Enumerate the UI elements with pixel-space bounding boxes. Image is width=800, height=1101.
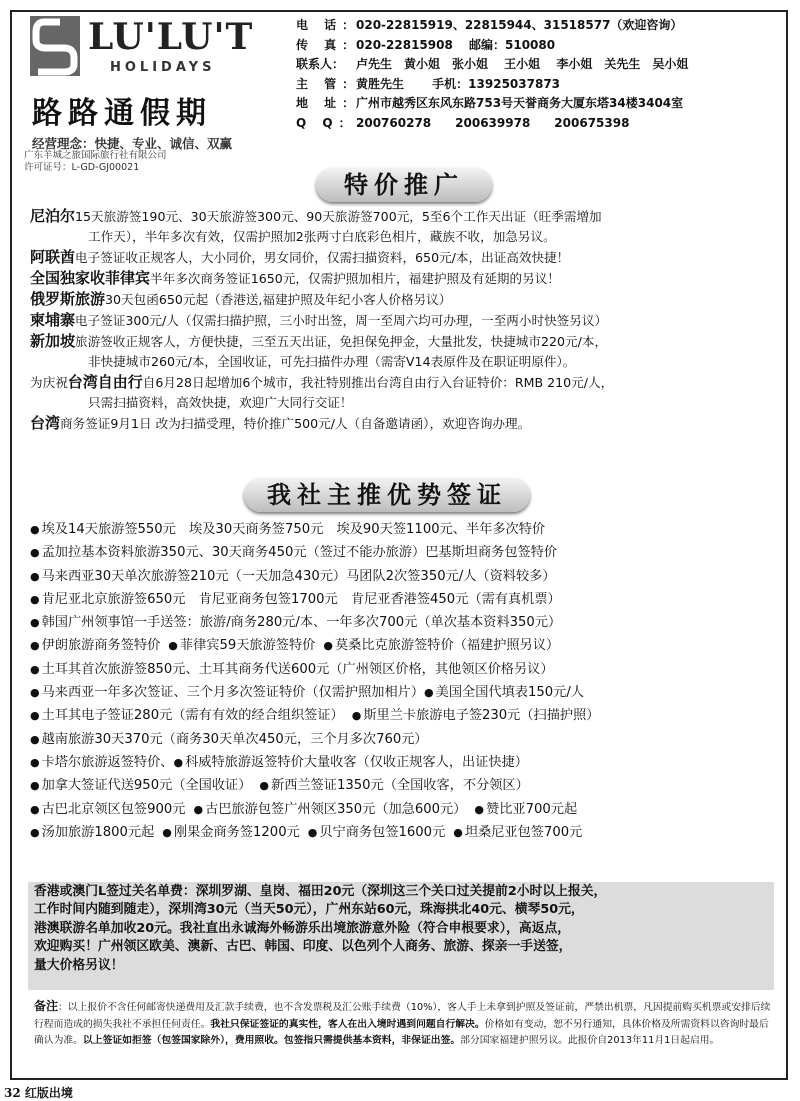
promo-item-cont: 工作天），半年多次有效，仅需护照加2张两寸白底彩色相片，藏族不收，加急另议。 bbox=[88, 229, 556, 244]
contact-row: 联系人： 卢先生 黄小姐 张小姐 王小姐 李小姐 关先生 吴小姐 bbox=[296, 57, 689, 71]
visa-list bbox=[30, 518, 790, 844]
remarks-label: 备注 bbox=[34, 999, 59, 1013]
company-name: 广东羊城之旅国际旅行社有限公司 bbox=[24, 150, 167, 161]
promo-item: 阿联酋电子签证收正规客人，大小同价，男女同价，仅需扫描资料，650元/本，出证高效快捷！ bbox=[30, 248, 570, 266]
contact-row: 传 真：020-22815908 邮编：510080 bbox=[296, 37, 556, 52]
visa-line: ● 古巴北京领区包签900元 ● 古巴旅游包签广州领区350元（加急600元） ● 赞比亚700元起 bbox=[30, 801, 578, 817]
promo-item: 台湾商务签证9月1日 改为扫描受理，特价推广500元/人（自备邀请函），欢迎咨询办理。 bbox=[30, 414, 531, 432]
promo-item: 全国独家收菲律宾半年多次商务签证1650元，仅需护照加相片，福建护照及有延期的另议！ bbox=[30, 269, 560, 287]
graybox-line: 港澳联游名单加收20元。我社直出永诚海外畅游乐出境旅游意外险（符合申根要求），高返点， bbox=[34, 920, 571, 936]
logo-subtitle: HOLIDAYS bbox=[110, 60, 216, 75]
promo-item: 为庆祝台湾自由行自6月28日起增加6个城市，我社特别推出台湾自由行入台证特价：RMB 210元/人， bbox=[30, 373, 614, 391]
featured-visa-banner: 我社主推优势签证 bbox=[244, 478, 530, 512]
license-number: 许可证号：L-GD-GJ00021 bbox=[24, 162, 140, 173]
visa-line: ● 土耳其首次旅游签850元、土耳其商务代送600元（广州领区价格，其他领区价格另议） bbox=[30, 661, 554, 677]
graybox-line: 工作时间内随到随走），深圳湾30元（当天50元），广州东站60元，珠海拱北40元、横琴50元， bbox=[34, 902, 584, 918]
promo-item: 柬埔寨电子签证300元/人（仅需扫描护照，三小时出签，周一至周六均可办理，一至两小时快签另议） bbox=[30, 311, 608, 329]
promo-item-cont: 只需扫描资料，高效快捷，欢迎广大同行交证！ bbox=[88, 395, 353, 410]
visa-line: ● 肯尼亚北京旅游签650元 肯尼亚商务包签1700元 肯尼亚香港签450元（需有真机票） bbox=[30, 591, 561, 607]
contact-row: 电 话：020-22815919、22815944、31518577（欢迎咨询） bbox=[296, 18, 683, 32]
graybox-line: 香港或澳门L签过关名单费：深圳罗湖、皇岗、福田20元（深圳这三个关口过关提前2小时以上报关， bbox=[34, 884, 607, 899]
contact-row: Q Q：200760278 200639978 200675398 bbox=[296, 115, 630, 130]
company-logo bbox=[24, 14, 274, 164]
special-offer-banner: 特价推广 bbox=[316, 168, 492, 202]
graybox-line: 量大价格另议！ bbox=[34, 957, 124, 973]
visa-line: ● 韩国广州领事馆一手送签：旅游/商务280元/本、一年多次700元（单次基本资料350元） bbox=[30, 615, 562, 631]
promo-item: 尼泊尔15天旅游签190元、30天旅游签300元、90天旅游签700元，5至6个工作天出证（旺季需增加 bbox=[30, 207, 602, 225]
promo-item-cont: 非快捷城市260元/本，全国收证，可先扫描件办理（需寄V14表原件及在职证明原件）。 bbox=[88, 354, 576, 369]
remarks-section: 备注：以上报价不含任何邮寄快递费用及汇款手续费，也不含发票税及汇公账手续费（10%），客人手上未拿到护照及签证前，严禁出机票，凡因提前购买机票或安排后续行程而造成的损失我社不承担任何责任。我社只保证签证的真实性，客人在出入境时遇到问题自行解决。价格如有变动，恕不另行通知，具体价格及所需资料以咨询时最后确认为准。以上签证如拒签（包签国家除外），费用照收。包签指只需提供基本资料，非保证出签。部分国家福建护照另议。此报价自2013年11月1日起启用。 bbox=[34, 999, 771, 1047]
business-motto: 经营理念：快捷、专业、诚信、双赢 bbox=[32, 136, 233, 151]
graybox-line: 欢迎购买！广州领区欧美、澳新、古巴、韩国、印度、以色列个人商务、旅游、探亲一手送签， bbox=[34, 939, 572, 955]
logo-text: LU'LU'T bbox=[88, 16, 254, 58]
visa-line: ● 马来西亚一年多次签证、三个月多次签证特价（仅需护照加相片）● 美国全国代填表150元/人 bbox=[30, 685, 584, 701]
visa-line: ● 加拿大签证代送950元（全国收证） ● 新西兰签证1350元（全国收客，不分领区） bbox=[30, 778, 529, 794]
contact-block bbox=[296, 16, 688, 133]
visa-line: ● 马来西亚30天单次旅游签210元（一天加急430元）马团队2次签350元/人（资料较多） bbox=[30, 568, 556, 584]
company-info bbox=[24, 150, 167, 174]
visa-line: ● 卡塔尔旅游返签特价、● 科威特旅游返签特价大量收客（仅收正规客人，出证快捷） bbox=[30, 754, 528, 770]
contact-row: 地 址：广州市越秀区东风东路753号天誉商务大厦东塔34楼3404室 bbox=[296, 96, 684, 110]
contact-row: 主 管：黄胜先生 手机：13925037873 bbox=[296, 76, 561, 91]
promo-section bbox=[30, 206, 786, 434]
promo-item: 俄罗斯旅游30天包函650元起（香港送,福建护照及年纪小客人价格另议） bbox=[30, 290, 452, 308]
visa-line: ● 汤加旅游1800元起 ● 刚果金商务签1200元 ● 贝宁商务包签1600元 ● 坦桑尼亚包签700元 bbox=[30, 824, 583, 840]
visa-line: ● 伊朗旅游商务签特价 ● 菲律宾59天旅游签特价 ● 莫桑比克旅游签特价（福建护照另议） bbox=[30, 638, 560, 654]
visa-line: ● 孟加拉基本资料旅游350元、30天商务450元（签过不能办旅游）巴基斯坦商务包签特价 bbox=[30, 545, 558, 561]
promo-item: 新加坡旅游签收正规客人，方便快捷，三至五天出证，免担保免押金，大量批发，快捷城市220元/本， bbox=[30, 332, 608, 350]
visa-line: ● 土耳其电子签证280元（需有有效的经合组织签证） ● 斯里兰卡旅游电子签230元（扫描护照） bbox=[30, 708, 600, 724]
page-footer: 32 红版出境 bbox=[4, 1086, 73, 1100]
border-crossing-box bbox=[28, 882, 774, 990]
visa-line: ● 埃及14天旅游签550元 埃及30天商务签750元 埃及90天签1100元、半年多次特价 bbox=[30, 522, 546, 537]
visa-line: ● 越南旅游30天370元（商务30天单次450元，三个月多次760元） bbox=[30, 731, 428, 747]
logo-mark-icon bbox=[30, 16, 80, 76]
logo-chinese-name: 路路通假期 bbox=[32, 96, 212, 131]
